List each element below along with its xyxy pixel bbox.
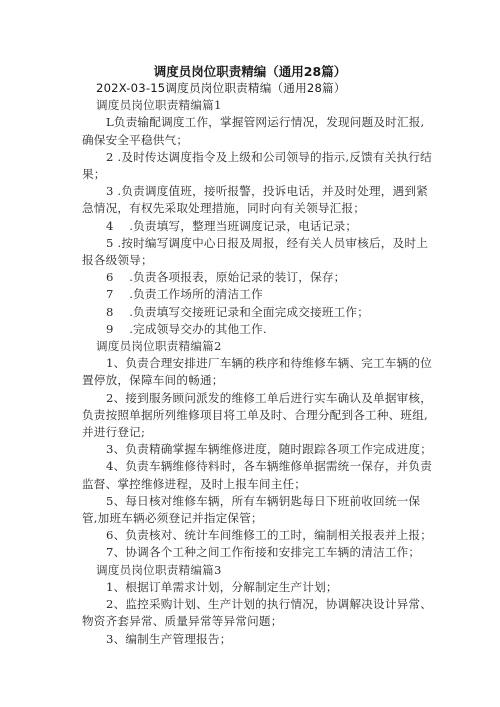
list-item: 2、监控采购计划、生产计划的执行情况，协调解决设计异常、物资齐套异常、质量异常等异常问题； [82, 597, 433, 629]
list-item: 2 .及时传达调度指令及上级和公司领导的指示,反馈有关执行结果； [82, 149, 432, 182]
list-item: 5、每日核对维修车辆，所有车辆钥匙每日下班前收回统一保管,加班车辆必须登记并指定保管； [82, 493, 421, 526]
list-item: 7 .负责工作场所的清洁工作 [106, 287, 263, 302]
document-title: 调度员岗位职责精编（通用28篇） [153, 64, 347, 79]
list-item: 3、编制生产管理报告； [106, 631, 232, 646]
list-item: 5 .按时编写调度中心日报及周报，经有关人员审核后，及时上报各级领导； [82, 235, 428, 268]
list-item: 4 .负责填写，整理当班调度记录，电话记录； [106, 218, 358, 233]
section-heading: 调度员岗位职责精编篇3 [96, 562, 222, 577]
list-item: 9 .完成领导交办的其他工作. [106, 321, 267, 336]
list-item: 7、协调各个工种之间工作衔接和安排完工车辆的清洁工作； [106, 545, 421, 560]
list-item: 6、负责核对、统计车间维修工的工时，编制相关报表并上报； [106, 528, 433, 543]
list-item: 1、根据订单需求计划，分解制定生产计划； [106, 579, 338, 594]
section-heading: 调度员岗位职责精编篇1 [96, 98, 222, 113]
list-item: 3、负责精确掌握车辆维修进度，随时跟踪各项工作完成进度； [106, 442, 433, 457]
document-body [82, 80, 434, 648]
list-item: L负责输配调度工作，掌握管网运行情况，发现问题及时汇报,确保安全平稳供气； [82, 115, 425, 147]
list-item: 6 .负责各项报表，原始记录的装订，保存； [106, 270, 346, 285]
list-item: 2、接到服务顾问派发的维修工单后进行实车确认及单据审核，负责按照单据所列维修项目将工单及时、合理分配到各工种、班组,并进行登记; [82, 390, 433, 440]
list-item: 3 .负责调度值班，接听报警，投诉电话，并及时处理，遇到紧急情况，有权先采取处理措施，同时向有关领导汇报； [82, 184, 428, 216]
list-item: 4、负责车辆维修待料时，各车辆维修单据需统一保存，并负责监督、掌控维修进程，及时上报车间主任； [82, 459, 433, 491]
date-line: 202X-03-15调度员岗位职责精编（通用28篇） [96, 81, 346, 95]
list-item: 1、负责合理安排进厂车辆的秩序和待维修车辆、完工车辆的位置停放，保障车间的畅通； [82, 356, 433, 388]
list-item: 8 .负责填写交接班记录和全面完成交接班工作； [106, 304, 370, 319]
section-heading: 调度员岗位职责精编篇2 [96, 339, 222, 354]
